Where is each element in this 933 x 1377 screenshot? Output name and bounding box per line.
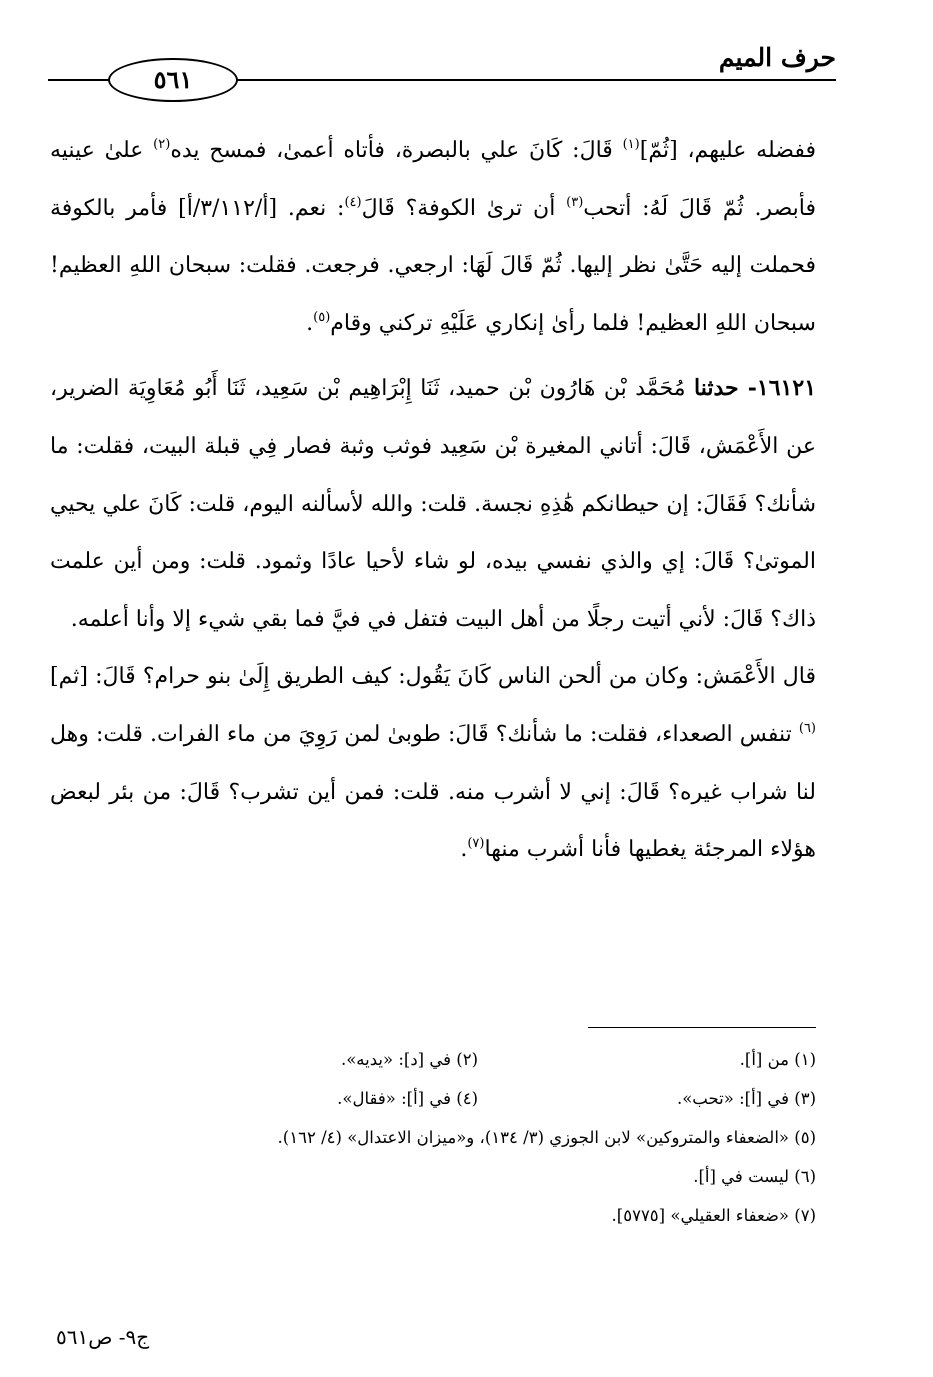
text-segment: مُحَمَّد بْن هَارُون بْن حميد، ثَنَا إِبْرَاهِيم بْن سَعِيد، ثَنَا أَبُو مُعَاوِيَة الضرير، عن الأَعْمَش، قَالَ: أتاني المغيرة بْن سَعِيد فوثب وثبة فصار فِي قبلة البيت، فقلت: ما شأنك؟ فَقَالَ: إن حيطانكم هَٰذِهِ نجسة. قلت: والله لأسألنه اليوم، قلت: كَانَ علي يحيي الموتىٰ؟ قَالَ: إي والذي نفسي بيده، لو شاء لأحيا عادًا وثمود. قلت: ومن أين علمت ذاك؟ قَالَ: لأني أتيت رجلًا من أهل البيت فتفل في فيَّ فما بقي شيء إلا وأنا أعلمه. xyxy=(50,376,816,632)
page-header xyxy=(48,38,836,98)
footnote-marker: (٥) xyxy=(313,309,331,325)
text-segment: تنفس الصعداء، فقلت: ما شأنك؟ قَالَ: طوبىٰ لمن رَوِيَ من ماء الفرات. قلت: وهل لنا شراب غيره؟ قَالَ: إني لا أشرب منه. قلت: فمن أين تشرب؟ قَالَ: من بئر لبعض هؤلاء المرجئة يغطيها فأنا أشرب منها xyxy=(50,721,816,863)
footnote-2: (٢) في [د]: «يديه». xyxy=(340,1050,478,1069)
text-segment: علىٰ عينيه فأبصر. ثُمّ قَالَ لَهُ: أتحب xyxy=(50,138,816,221)
footnote-marker: (٧) xyxy=(467,836,485,852)
footnote-1: (١) من [أ]. xyxy=(739,1050,816,1069)
footnote-marker: (١) xyxy=(622,137,640,152)
footnote-row xyxy=(140,1079,816,1118)
footnote-5: (٥) «الضعفاء والمتروكين» لابن الجوزي (٣/ ١٣٤)، و«ميزان الاعتدال» (٤/ ١٦٢). xyxy=(277,1128,816,1147)
text-segment: . xyxy=(306,310,314,336)
footnotes xyxy=(140,1040,816,1235)
footnote-4: (٤) في [أ]: «فقال». xyxy=(337,1089,478,1108)
footnote-7: (٧) «ضعفاء العقيلي» [٥٧٧٥]. xyxy=(611,1206,816,1225)
paragraph-1 xyxy=(50,122,816,352)
main-text xyxy=(50,122,816,879)
chapter-title: حرف الميم xyxy=(718,43,836,72)
text-segment: أن ترىٰ الكوفة؟ قَالَ xyxy=(361,195,567,221)
footnote-marker: (٣) xyxy=(566,194,584,210)
footnote-marker: (٦) xyxy=(798,720,816,736)
footnote-6: (٦) ليست في [أ]. xyxy=(693,1167,816,1186)
text-segment: قَالَ: كَانَ علي بالبصرة، فأتاه أعمىٰ، فمسح يده xyxy=(170,138,623,163)
footnote-marker: (٢) xyxy=(153,137,171,152)
text-segment: ففضله عليهم، [ثُمّ] xyxy=(639,138,816,163)
paragraph-3 xyxy=(50,648,816,878)
volume-page-reference: ج٩- ص٥٦١ xyxy=(56,1325,150,1349)
footnote-row xyxy=(140,1040,816,1079)
page-number: ٥٦١ xyxy=(153,65,193,94)
footnote-marker: (٤) xyxy=(344,194,362,210)
text-segment: . xyxy=(460,837,468,863)
paragraph-2 xyxy=(50,360,816,648)
text-segment: قال الأَعْمَش: وكان من ألحن الناس كَانَ يَقُول: كيف الطريق إِلَىٰ بنو حرام؟ قَالَ: [ثم] xyxy=(50,664,816,690)
footnote-separator xyxy=(588,1027,816,1028)
text-segment: : نعم. [أ/٣/١١٢/أ] فأمر بالكوفة فحملت إليه حَتَّىٰ نظر إليها. ثُمّ قَالَ لَهَا: ارجعي. فرجعت. فقلت: سبحان اللهِ العظيم! سبحان اللهِ العظيم! فلما رأىٰ إنكاري عَلَيْهِ تركني وقام xyxy=(50,195,816,336)
hadith-number: ١٦١٢١- حدثنا xyxy=(694,375,817,402)
page-number-oval xyxy=(108,58,238,102)
footnote-3: (٣) في [أ]: «تحب». xyxy=(676,1089,816,1108)
